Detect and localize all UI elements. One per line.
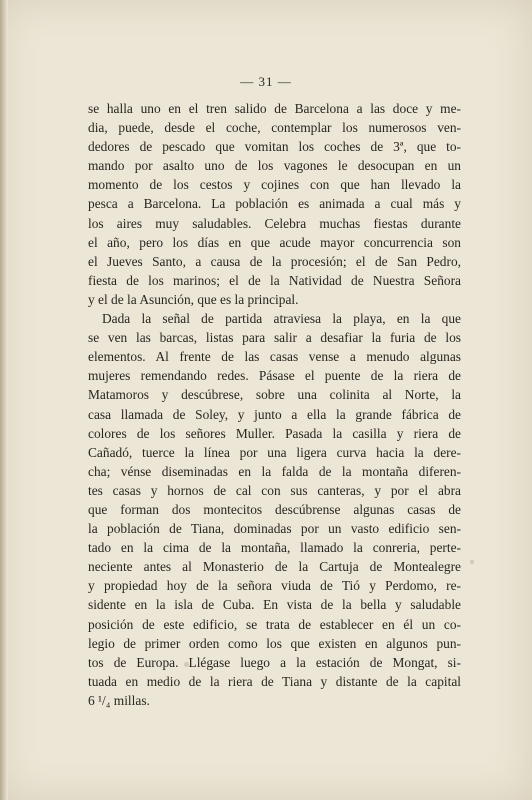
paragraph [88,309,461,710]
text-line: el Jueves Santo, a causa de la procesión; el de San Pedro, [88,253,461,269]
text-line: los aires muy saludables. Celebra muchas fiestas durante [88,215,461,231]
page-spine-shadow [0,0,8,800]
text-line: el año, pero los días en que acude mayor concurrencia son [88,234,461,250]
text-line: tes casas y hornos de cal con sus canteras, y por el abra [88,482,461,498]
text-line: casa llamada de Soley, y junto a ella la grande fábrica de [88,406,461,422]
text-line: y el de la Asunción, que es la principal. [88,291,299,307]
text-line: tos de Europa. Llégase luego a la estación de Mongat, si- [88,654,461,670]
text-line: se halla uno en el tren salido de Barcelona a las doce y me- [88,101,461,116]
page-number: — 31 — [240,74,292,89]
text-line: elementos. Al frente de las casas vense a menudo algunas [88,349,461,365]
text-line: cha; vénse diseminadas en la falda de la montaña diferen- [88,463,461,479]
paragraph [88,99,461,309]
text-line: tuada en medio de la riera de Tiana y distante de la capital [88,673,461,689]
paper-stain [470,560,474,564]
text-line: Cañadó, tuerce la línea por una ligera curva hacia la dere- [88,444,461,460]
text-line: se ven las barcas, listas para salir a desafiar la furia de los [88,330,461,346]
text-line: sidente en la isla de Cuba. En vista de la bella y saludable [88,597,461,613]
text-line: pesca a Barcelona. La población es animada a cual más y [88,196,461,212]
text-line: neciente antes al Monasterio de la Cartuja de Montealegre [88,559,461,575]
body-text [88,99,461,710]
text-line: legio de primer orden como los que existen en algunos pun- [88,635,461,651]
text-line: dedores de pescado que vomitan los coches de 3ª, que to- [88,139,461,155]
text-line: colores de los señores Muller. Pasada la casilla y riera de [88,425,461,441]
text-line: posición de este edificio, se trata de establecer en él un co- [88,616,461,632]
text-line: mujeres remendando redes. Pásase el puente de la riera de [88,368,461,384]
text-line: dia, puede, desde el coche, contemplar los numerosos ven- [88,120,461,136]
text-line: mando por asalto uno de los vagones le desocupan en un [88,158,461,174]
text-line: que forman dos montecitos descúbrense algunas casas de [88,501,461,517]
text-line: 6 ¹/₄ millas. [88,692,150,708]
text-line: fiesta de los marinos; el de la Natividad de Nuestra Señora [88,272,461,288]
text-line: y propiedad hoy de la señora viuda de Tió y Perdomo, re- [88,578,461,594]
text-line: momento de los cestos y cojines con que han llevado la [88,177,461,193]
text-line: Dada la señal de partida atraviesa la playa, en la que [102,311,461,327]
text-line: Matamoros y descúbrese, sobre una colinita al Norte, la [88,387,461,403]
text-line: tado en la cima de la montaña, llamado la conreria, perte- [88,540,461,556]
text-line: la población de Tiana, dominadas por un vasto edificio sen- [88,521,461,537]
